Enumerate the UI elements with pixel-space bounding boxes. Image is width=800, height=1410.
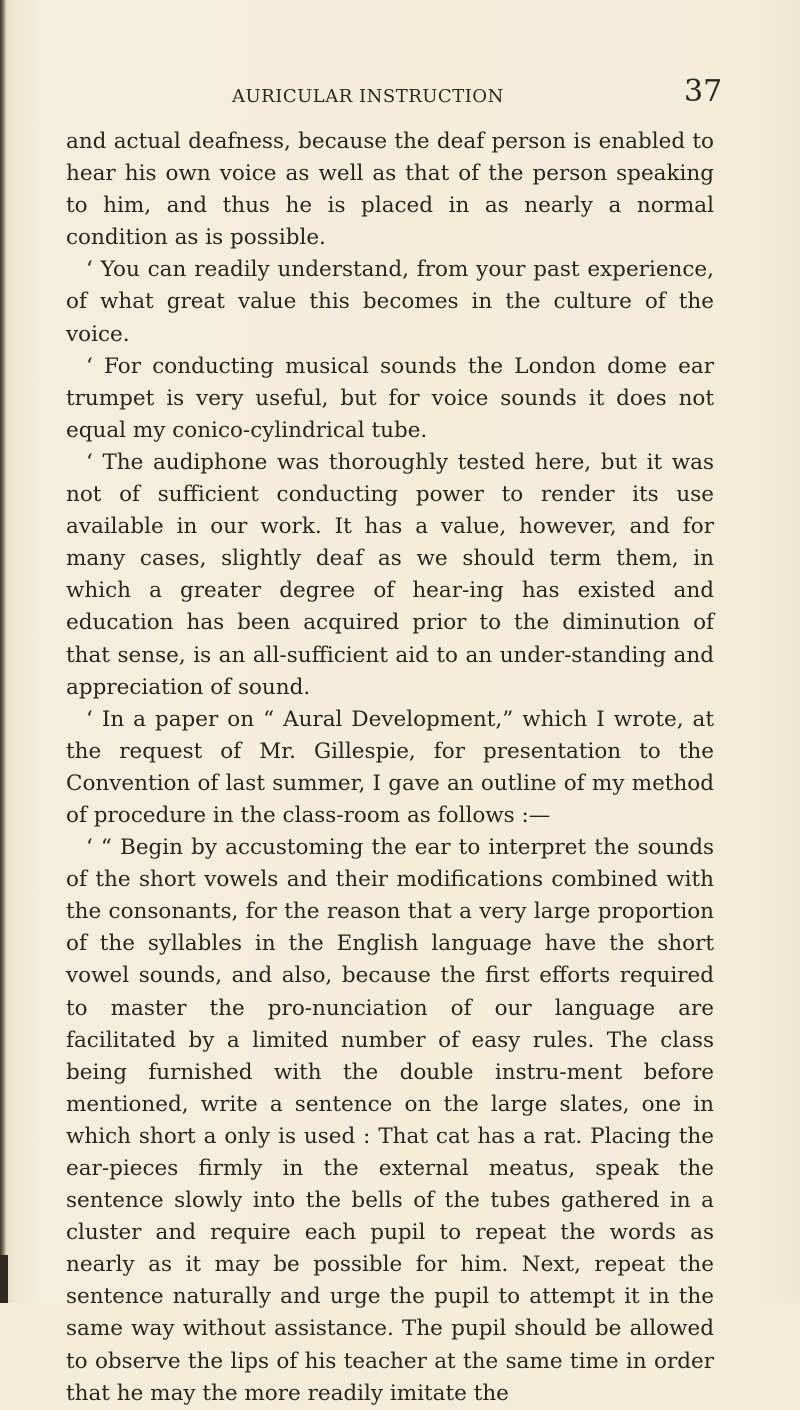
page-spine-shadow bbox=[0, 1255, 8, 1303]
page-spine-edge bbox=[0, 0, 6, 1303]
body-text bbox=[66, 126, 714, 1410]
paragraph: ‘ You can readily understand, from your past experience, of what great value this becomes in the culture of the voice. bbox=[66, 257, 714, 347]
paragraph: ‘ In a paper on “ Aural Development,” which I wrote, at the request of Mr. Gillespie, for presentation to the Convention of last summer, I gave an outline of my method of procedure in the class-room as follows :— bbox=[66, 706, 714, 828]
paragraph: ‘ “ Begin by accustoming the ear to interpret the sounds of the short vowels and their modifications combined with the consonants, for the reason that a very large proportion of the syllables in the English language have the short vowel sounds, and also, because the first efforts required to master the pro-nunciation of our language are facilitated by a limited number of easy rules. The class being furnished with the double instru-ment before mentioned, write a sentence on the large slates, one in which short a only is used : That cat has a rat. Placing the ear-pieces firmly in the external meatus, speak the sentence slowly into the bells of the tubes gathered in a cluster and require each pupil to repeat the words as nearly as it may be possible for him. Next, repeat the sentence naturally and urge the pupil to attempt it in the same way without assistance. The pupil should be allowed to observe the lips of his teacher at the same time in order that he may the more readily imitate the bbox=[66, 835, 714, 1406]
paragraph: and actual deafness, because the deaf person is enabled to hear his own voice as well as that of the person speaking to him, and thus he is placed in as nearly a normal condition as is possible. bbox=[66, 129, 714, 251]
paragraph: ‘ The audiphone was thoroughly tested here, but it was not of sufficient conducting power to render its use available in our work. It has a value, however, and for many cases, slightly deaf as we should term them, in which a greater degree of hear-ing has existed and education has been acquired prior to the diminution of that sense, is an all-sufficient aid to an under-standing and appreciation of sound. bbox=[66, 449, 714, 700]
paragraph: ‘ For conducting musical sounds the London dome ear trumpet is very useful, but for voice sounds it does not equal my conico-cylindrical tube. bbox=[66, 353, 714, 443]
page-number: 37 bbox=[684, 74, 723, 109]
running-head: AURICULAR INSTRUCTION bbox=[232, 86, 504, 107]
